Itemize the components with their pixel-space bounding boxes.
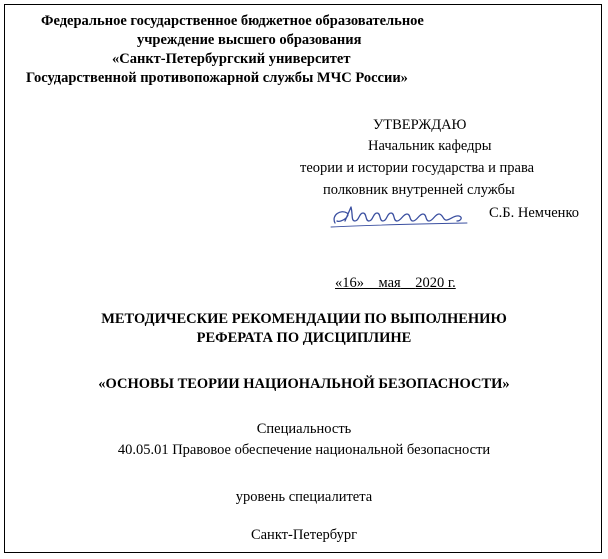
date-day: «16» [335, 275, 364, 291]
approval-name: С.Б. Немченко [489, 205, 580, 221]
title-line-1: МЕТОДИЧЕСКИЕ РЕКОМЕНДАЦИИ ПО ВЫПОЛНЕНИЮ [101, 311, 507, 327]
approval-position-2: теории и истории государства и права [300, 160, 535, 176]
header-line-2: учреждение высшего образования [137, 32, 362, 48]
date-month: мая [378, 275, 401, 291]
approval-rank: полковник внутренней службы [323, 182, 515, 198]
specialty-value: 40.05.01 Правовое обеспечение национальной безопасности [117, 442, 491, 458]
title-line-2: РЕФЕРАТА ПО ДИСЦИПЛИНЕ [196, 330, 412, 346]
city: Санкт-Петербург [250, 527, 358, 543]
header-line-3: «Санкт-Петербургский университет [112, 51, 351, 67]
approval-position-1: Начальник кафедры [368, 138, 492, 154]
header-line-4: Государственной противопожарной службы МЧС России» [26, 70, 408, 86]
title-line-3: «ОСНОВЫ ТЕОРИИ НАЦИОНАЛЬНОЙ БЕЗОПАСНОСТИ» [98, 376, 510, 392]
education-level: уровень специалитета [235, 489, 373, 505]
date-year: 2020 г. [415, 275, 456, 291]
document-page [4, 4, 602, 553]
specialty-label: Специальность [256, 421, 352, 437]
signature-image [327, 201, 477, 233]
approval-title: УТВЕРЖДАЮ [373, 117, 467, 133]
approval-date [335, 275, 456, 292]
header-line-1: Федеральное государственное бюджетное образовательное [41, 13, 424, 29]
